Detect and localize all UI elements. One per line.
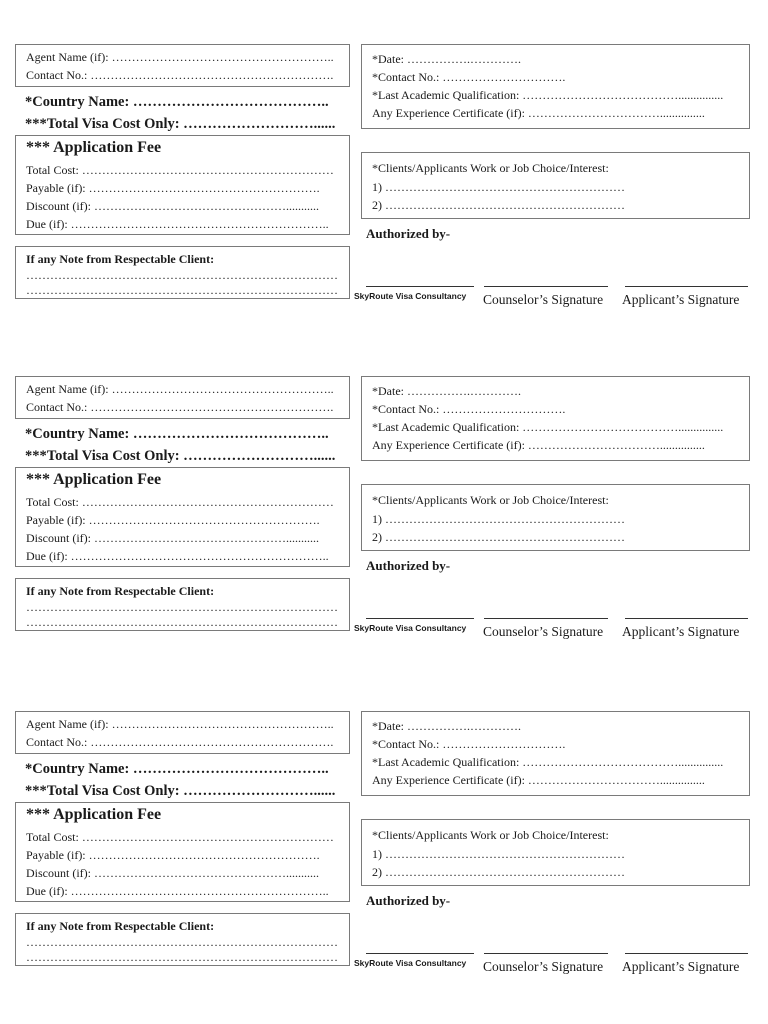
discount-line: Discount (if): …………………………………………........... bbox=[26, 866, 319, 880]
total-visa-cost-line: ***Total Visa Cost Only: ………………………...... bbox=[25, 783, 336, 799]
applicant-signature-line bbox=[625, 953, 748, 954]
job-choice-box bbox=[361, 152, 750, 219]
job-choice-title: *Clients/Applicants Work or Job Choice/Interest: bbox=[372, 161, 609, 175]
country-name-line: *Country Name: ………………………………….. bbox=[25, 94, 329, 110]
authorized-signature-line bbox=[366, 286, 474, 287]
payable-line: Payable (if): …………………………………………………. bbox=[26, 513, 320, 527]
discount-line: Discount (if): …………………………………………........... bbox=[26, 199, 319, 213]
job-choice-line-2: 2) …………………………………………………… bbox=[372, 530, 625, 544]
agent-name-line: Agent Name (if): ……………………………………………….. bbox=[26, 382, 334, 396]
country-name-line: *Country Name: ………………………………….. bbox=[25, 426, 329, 442]
brand-name: SkyRoute Visa Consultancy bbox=[354, 958, 467, 968]
counselor-signature-label: Counselor’s Signature bbox=[483, 292, 604, 307]
agent-box bbox=[15, 376, 350, 419]
job-choice-line-2: 2) …………………………………………………… bbox=[372, 865, 625, 879]
application-fee-box bbox=[15, 467, 350, 567]
application-fee-title: *** Application Fee bbox=[26, 806, 162, 823]
total-visa-cost-line: ***Total Visa Cost Only: ………………………...... bbox=[25, 448, 336, 464]
total-cost-line: Total Cost: ……………………………………………………… bbox=[26, 830, 334, 844]
client-note-box bbox=[15, 578, 350, 631]
client-note-box bbox=[15, 913, 350, 966]
discount-line: Discount (if): …………………………………………........... bbox=[26, 531, 319, 545]
counselor-signature-line bbox=[484, 286, 608, 287]
applicant-contact-line: *Contact No.: …………………………. bbox=[372, 402, 566, 416]
client-note-line-1: …………………………………………………………………… bbox=[26, 935, 338, 949]
application-fee-box bbox=[15, 802, 350, 902]
agent-contact-line: Contact No.: ……………………………………………………. bbox=[26, 68, 334, 82]
job-choice-box bbox=[361, 819, 750, 886]
job-choice-title: *Clients/Applicants Work or Job Choice/Interest: bbox=[372, 493, 609, 507]
visa-slip-1 bbox=[0, 0, 768, 307]
client-note-line-2: …………………………………………………………………… bbox=[26, 283, 338, 297]
authorized-by-label: Authorized by- bbox=[366, 558, 451, 573]
applicant-signature-label: Applicant’s Signature bbox=[622, 959, 740, 974]
applicant-signature-label: Applicant’s Signature bbox=[622, 624, 740, 639]
applicant-info-box bbox=[361, 376, 750, 461]
client-note-line-2: …………………………………………………………………… bbox=[26, 615, 338, 629]
agent-contact-line: Contact No.: ……………………………………………………. bbox=[26, 735, 334, 749]
counselor-signature-line bbox=[484, 953, 608, 954]
applicant-info-box bbox=[361, 44, 750, 129]
authorized-by-label: Authorized by- bbox=[366, 226, 451, 241]
agent-name-line: Agent Name (if): ……………………………………………….. bbox=[26, 50, 334, 64]
total-visa-cost-line: ***Total Visa Cost Only: ………………………...... bbox=[25, 116, 336, 132]
due-line: Due (if): ……………………………………………………….. bbox=[26, 217, 329, 231]
application-fee-title: *** Application Fee bbox=[26, 139, 162, 156]
authorized-signature-line bbox=[366, 953, 474, 954]
job-choice-line-1: 1) …………………………………………………… bbox=[372, 180, 625, 194]
job-choice-line-1: 1) …………………………………………………… bbox=[372, 512, 625, 526]
brand-name: SkyRoute Visa Consultancy bbox=[354, 623, 467, 633]
experience-line: Any Experience Certificate (if): ……………………………............... bbox=[372, 106, 705, 120]
client-note-line-1: …………………………………………………………………… bbox=[26, 268, 338, 282]
country-name-line: *Country Name: ………………………………….. bbox=[25, 761, 329, 777]
authorized-signature-line bbox=[366, 618, 474, 619]
due-line: Due (if): ……………………………………………………….. bbox=[26, 549, 329, 563]
counselor-signature-label: Counselor’s Signature bbox=[483, 959, 604, 974]
brand-name: SkyRoute Visa Consultancy bbox=[354, 291, 467, 301]
total-cost-line: Total Cost: ……………………………………………………… bbox=[26, 495, 334, 509]
date-line: *Date: …………….…………. bbox=[372, 719, 521, 733]
qualification-line: *Last Academic Qualification: …………………………………............... bbox=[372, 420, 724, 434]
date-line: *Date: …………….…………. bbox=[372, 52, 521, 66]
job-choice-box bbox=[361, 484, 750, 551]
payable-line: Payable (if): …………………………………………………. bbox=[26, 848, 320, 862]
agent-box bbox=[15, 711, 350, 754]
experience-line: Any Experience Certificate (if): ……………………………............... bbox=[372, 773, 705, 787]
qualification-line: *Last Academic Qualification: …………………………………............... bbox=[372, 88, 724, 102]
job-choice-line-2: 2) …………………………………………………… bbox=[372, 198, 625, 212]
job-choice-line-1: 1) …………………………………………………… bbox=[372, 847, 625, 861]
visa-slip-2 bbox=[0, 332, 768, 639]
applicant-signature-label: Applicant’s Signature bbox=[622, 292, 740, 307]
client-note-line-2: …………………………………………………………………… bbox=[26, 950, 338, 964]
experience-line: Any Experience Certificate (if): ……………………………............... bbox=[372, 438, 705, 452]
date-line: *Date: …………….…………. bbox=[372, 384, 521, 398]
client-note-line-1: …………………………………………………………………… bbox=[26, 600, 338, 614]
client-note-title: If any Note from Respectable Client: bbox=[26, 919, 215, 933]
applicant-info-box bbox=[361, 711, 750, 796]
client-note-title: If any Note from Respectable Client: bbox=[26, 252, 215, 266]
applicant-contact-line: *Contact No.: …………………………. bbox=[372, 737, 566, 751]
client-note-title: If any Note from Respectable Client: bbox=[26, 584, 215, 598]
client-note-box bbox=[15, 246, 350, 299]
agent-box bbox=[15, 44, 350, 87]
authorized-by-label: Authorized by- bbox=[366, 893, 451, 908]
application-fee-title: *** Application Fee bbox=[26, 471, 162, 488]
job-choice-title: *Clients/Applicants Work or Job Choice/Interest: bbox=[372, 828, 609, 842]
agent-contact-line: Contact No.: ……………………………………………………. bbox=[26, 400, 334, 414]
total-cost-line: Total Cost: ……………………………………………………… bbox=[26, 163, 334, 177]
agent-name-line: Agent Name (if): ……………………………………………….. bbox=[26, 717, 334, 731]
counselor-signature-line bbox=[484, 618, 608, 619]
applicant-signature-line bbox=[625, 618, 748, 619]
counselor-signature-label: Counselor’s Signature bbox=[483, 624, 604, 639]
qualification-line: *Last Academic Qualification: …………………………………............... bbox=[372, 755, 724, 769]
applicant-contact-line: *Contact No.: …………………………. bbox=[372, 70, 566, 84]
payable-line: Payable (if): …………………………………………………. bbox=[26, 181, 320, 195]
applicant-signature-line bbox=[625, 286, 748, 287]
due-line: Due (if): ……………………………………………………….. bbox=[26, 884, 329, 898]
application-fee-box bbox=[15, 135, 350, 235]
visa-slip-3 bbox=[0, 667, 768, 974]
